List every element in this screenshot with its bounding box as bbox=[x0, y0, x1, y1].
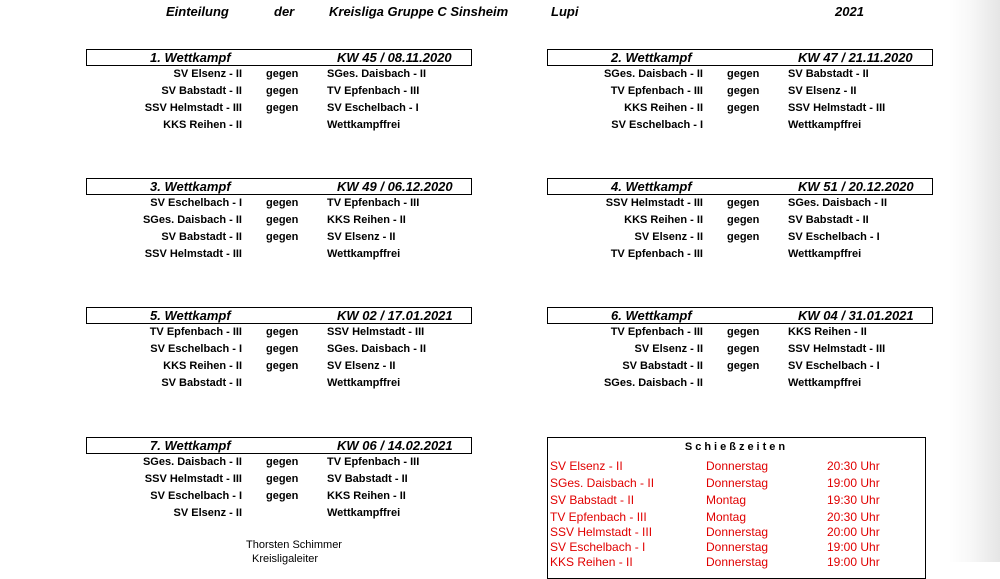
match-row bbox=[547, 246, 935, 263]
match-vs: gegen bbox=[727, 343, 760, 355]
match-vs: gegen bbox=[266, 360, 299, 372]
match-vs: gegen bbox=[266, 102, 299, 114]
match-row bbox=[547, 83, 935, 100]
match-row bbox=[86, 66, 474, 83]
match-home-team: TV Epfenbach - III bbox=[149, 326, 242, 338]
match-away-team: KKS Reihen - II bbox=[788, 326, 867, 338]
match-vs: gegen bbox=[266, 197, 299, 209]
match-away-team: KKS Reihen - II bbox=[327, 490, 406, 502]
footer-role: Kreisligaleiter bbox=[252, 553, 319, 565]
match-home-team: SGes. Daisbach - II bbox=[142, 214, 242, 226]
match-away-team: SV Eschelbach - I bbox=[788, 360, 880, 372]
match-away-team: SGes. Daisbach - II bbox=[327, 343, 427, 355]
wettkampf-title: 7. Wettkampf bbox=[150, 438, 231, 453]
match-home-team: KKS Reihen - II bbox=[163, 119, 242, 131]
header-der: der bbox=[274, 4, 295, 19]
schiesszeit-team: SV Babstadt - II bbox=[550, 493, 635, 507]
match-vs: gegen bbox=[727, 68, 760, 80]
schiesszeit-day: Montag bbox=[706, 493, 747, 507]
match-vs: gegen bbox=[266, 68, 299, 80]
wettkampf-title: 3. Wettkampf bbox=[150, 179, 231, 194]
match-away-team: SV Eschelbach - I bbox=[327, 102, 419, 114]
schiesszeit-time: 19:00 Uhr bbox=[827, 540, 880, 554]
schiesszeit-time: 20:30 Uhr bbox=[827, 510, 880, 524]
match-row bbox=[86, 341, 474, 358]
match-home-team: SV Babstadt - II bbox=[161, 377, 242, 389]
match-home-team: SV Eschelbach - I bbox=[150, 490, 242, 502]
match-vs: gegen bbox=[266, 490, 299, 502]
match-away-team: TV Epfenbach - III bbox=[327, 197, 420, 209]
match-vs: gegen bbox=[266, 326, 299, 338]
wettkampf-header-box bbox=[86, 49, 472, 66]
wettkampf-date: KW 04 / 31.01.2021 bbox=[798, 308, 914, 323]
match-row bbox=[86, 375, 474, 392]
match-row bbox=[547, 195, 935, 212]
match-vs: gegen bbox=[266, 85, 299, 97]
match-away-team: Wettkampffrei bbox=[327, 507, 401, 519]
wettkampf-header-box bbox=[86, 178, 472, 195]
match-away-team: SSV Helmstadt - III bbox=[788, 102, 886, 114]
schiesszeit-day: Donnerstag bbox=[706, 525, 769, 539]
match-home-team: SV Eschelbach - I bbox=[150, 197, 242, 209]
match-away-team: SGes. Daisbach - II bbox=[327, 68, 427, 80]
match-home-team: SV Babstadt - II bbox=[622, 360, 703, 372]
match-home-team: SV Eschelbach - I bbox=[150, 343, 242, 355]
schiesszeiten-title: Schießzeiten bbox=[684, 441, 789, 453]
wettkampf-title: 4. Wettkampf bbox=[611, 179, 692, 194]
schiesszeit-team: KKS Reihen - II bbox=[550, 555, 633, 569]
schiesszeit-time: 20:30 Uhr bbox=[827, 459, 880, 473]
match-home-team: KKS Reihen - II bbox=[163, 360, 242, 372]
match-home-team: TV Epfenbach - III bbox=[610, 85, 703, 97]
match-away-team: Wettkampffrei bbox=[788, 248, 862, 260]
wettkampf-title: 6. Wettkampf bbox=[611, 308, 692, 323]
schiesszeit-day: Donnerstag bbox=[706, 459, 769, 473]
match-vs: gegen bbox=[266, 343, 299, 355]
schiesszeit-day: Donnerstag bbox=[706, 540, 769, 554]
match-away-team: SV Eschelbach - I bbox=[788, 231, 880, 243]
match-home-team: SV Elsenz - II bbox=[634, 343, 703, 355]
match-home-team: SSV Helmstadt - III bbox=[144, 473, 242, 485]
match-row bbox=[547, 66, 935, 83]
schiesszeit-time: 19:00 Uhr bbox=[827, 555, 880, 569]
schiesszeit-team: TV Epfenbach - III bbox=[550, 510, 647, 524]
match-row bbox=[86, 246, 474, 263]
header-liga: Kreisliga Gruppe C Sinsheim bbox=[329, 4, 509, 19]
schiesszeit-time: 20:00 Uhr bbox=[827, 525, 880, 539]
match-row bbox=[547, 341, 935, 358]
wettkampf-header-box bbox=[547, 49, 933, 66]
wettkampf-header-box bbox=[86, 307, 472, 324]
match-row bbox=[547, 229, 935, 246]
match-away-team: SSV Helmstadt - III bbox=[788, 343, 886, 355]
match-row bbox=[86, 100, 474, 117]
wettkampf-title: 1. Wettkampf bbox=[150, 50, 231, 65]
match-row bbox=[86, 358, 474, 375]
schiesszeit-row bbox=[550, 509, 922, 525]
match-home-team: SGes. Daisbach - II bbox=[142, 456, 242, 468]
match-vs: gegen bbox=[727, 326, 760, 338]
match-vs: gegen bbox=[266, 214, 299, 226]
match-row bbox=[86, 83, 474, 100]
match-away-team: SSV Helmstadt - III bbox=[327, 326, 425, 338]
match-vs: gegen bbox=[727, 102, 760, 114]
match-vs: gegen bbox=[727, 214, 760, 226]
match-row bbox=[86, 195, 474, 212]
schiesszeit-row bbox=[550, 539, 922, 555]
match-home-team: SV Babstadt - II bbox=[161, 231, 242, 243]
match-home-team: SV Elsenz - II bbox=[173, 68, 242, 80]
schiesszeit-day: Donnerstag bbox=[706, 555, 769, 569]
wettkampf-date: KW 02 / 17.01.2021 bbox=[337, 308, 453, 323]
schiesszeit-row bbox=[550, 475, 922, 491]
schiesszeit-time: 19:00 Uhr bbox=[827, 476, 880, 490]
schiesszeiten-table bbox=[547, 437, 926, 579]
match-home-team: SGes. Daisbach - II bbox=[603, 377, 703, 389]
wettkampf-date: KW 45 / 08.11.2020 bbox=[337, 50, 452, 65]
match-away-team: TV Epfenbach - III bbox=[327, 456, 420, 468]
wettkampf-date: KW 47 / 21.11.2020 bbox=[798, 50, 913, 65]
match-row bbox=[86, 324, 474, 341]
wettkampf-header-box bbox=[547, 307, 933, 324]
match-away-team: SV Elsenz - II bbox=[327, 231, 396, 243]
match-home-team: SV Babstadt - II bbox=[161, 85, 242, 97]
match-row bbox=[547, 324, 935, 341]
match-home-team: SV Elsenz - II bbox=[173, 507, 242, 519]
match-vs: gegen bbox=[266, 473, 299, 485]
match-row bbox=[547, 375, 935, 392]
match-away-team: Wettkampffrei bbox=[327, 377, 401, 389]
wettkampf-header-box bbox=[86, 437, 472, 454]
page-edge-shadow bbox=[948, 0, 1000, 562]
schiesszeit-row bbox=[550, 458, 922, 474]
match-row bbox=[86, 488, 474, 505]
header-disziplin: Lupi bbox=[551, 4, 579, 19]
match-home-team: SSV Helmstadt - III bbox=[605, 197, 703, 209]
match-away-team: SV Babstadt - II bbox=[788, 68, 869, 80]
schiesszeit-team: SSV Helmstadt - III bbox=[550, 525, 653, 539]
wettkampf-title: 5. Wettkampf bbox=[150, 308, 231, 323]
match-row bbox=[86, 471, 474, 488]
wettkampf-date: KW 51 / 20.12.2020 bbox=[798, 179, 914, 194]
match-vs: gegen bbox=[727, 360, 760, 372]
wettkampf-date: KW 06 / 14.02.2021 bbox=[337, 438, 453, 453]
match-away-team: TV Epfenbach - III bbox=[327, 85, 420, 97]
match-away-team: Wettkampffrei bbox=[327, 248, 401, 260]
wettkampf-title: 2. Wettkampf bbox=[611, 50, 692, 65]
match-vs: gegen bbox=[727, 85, 760, 97]
schiesszeit-team: SGes. Daisbach - II bbox=[550, 476, 655, 490]
match-vs: gegen bbox=[266, 231, 299, 243]
match-home-team: SV Elsenz - II bbox=[634, 231, 703, 243]
match-row bbox=[86, 229, 474, 246]
match-home-team: TV Epfenbach - III bbox=[610, 248, 703, 260]
match-row bbox=[547, 100, 935, 117]
header-einteilung: Einteilung bbox=[166, 4, 229, 19]
match-home-team: TV Epfenbach - III bbox=[610, 326, 703, 338]
schiesszeit-team: SV Elsenz - II bbox=[550, 459, 623, 473]
match-away-team: Wettkampffrei bbox=[788, 377, 862, 389]
match-vs: gegen bbox=[266, 456, 299, 468]
schiesszeit-day: Donnerstag bbox=[706, 476, 769, 490]
schiesszeit-team: SV Eschelbach - I bbox=[550, 540, 646, 554]
wettkampf-header-box bbox=[547, 178, 933, 195]
match-row bbox=[547, 212, 935, 229]
match-home-team: SV Eschelbach - I bbox=[611, 119, 703, 131]
match-home-team: KKS Reihen - II bbox=[624, 102, 703, 114]
match-home-team: SSV Helmstadt - III bbox=[144, 102, 242, 114]
match-home-team: KKS Reihen - II bbox=[624, 214, 703, 226]
match-away-team: SGes. Daisbach - II bbox=[788, 197, 888, 209]
match-away-team: SV Elsenz - II bbox=[788, 85, 857, 97]
wettkampf-date: KW 49 / 06.12.2020 bbox=[337, 179, 453, 194]
match-away-team: SV Babstadt - II bbox=[788, 214, 869, 226]
match-row bbox=[547, 358, 935, 375]
match-row bbox=[86, 212, 474, 229]
schiesszeit-row bbox=[550, 492, 922, 508]
header-jahr: 2021 bbox=[835, 4, 864, 19]
match-away-team: SV Babstadt - II bbox=[327, 473, 408, 485]
match-away-team: SV Elsenz - II bbox=[327, 360, 396, 372]
match-row bbox=[86, 117, 474, 134]
schiesszeit-time: 19:30 Uhr bbox=[827, 493, 880, 507]
match-home-team: SSV Helmstadt - III bbox=[144, 248, 242, 260]
match-row bbox=[86, 454, 474, 471]
schiesszeit-row bbox=[550, 524, 922, 540]
footer-name: Thorsten Schimmer bbox=[246, 539, 342, 551]
match-home-team: SGes. Daisbach - II bbox=[603, 68, 703, 80]
match-away-team: Wettkampffrei bbox=[327, 119, 401, 131]
schiesszeit-row bbox=[550, 554, 922, 570]
match-row bbox=[86, 505, 474, 522]
match-away-team: Wettkampffrei bbox=[788, 119, 862, 131]
schiesszeit-day: Montag bbox=[706, 510, 747, 524]
match-away-team: KKS Reihen - II bbox=[327, 214, 406, 226]
match-vs: gegen bbox=[727, 197, 760, 209]
match-row bbox=[547, 117, 935, 134]
match-vs: gegen bbox=[727, 231, 760, 243]
